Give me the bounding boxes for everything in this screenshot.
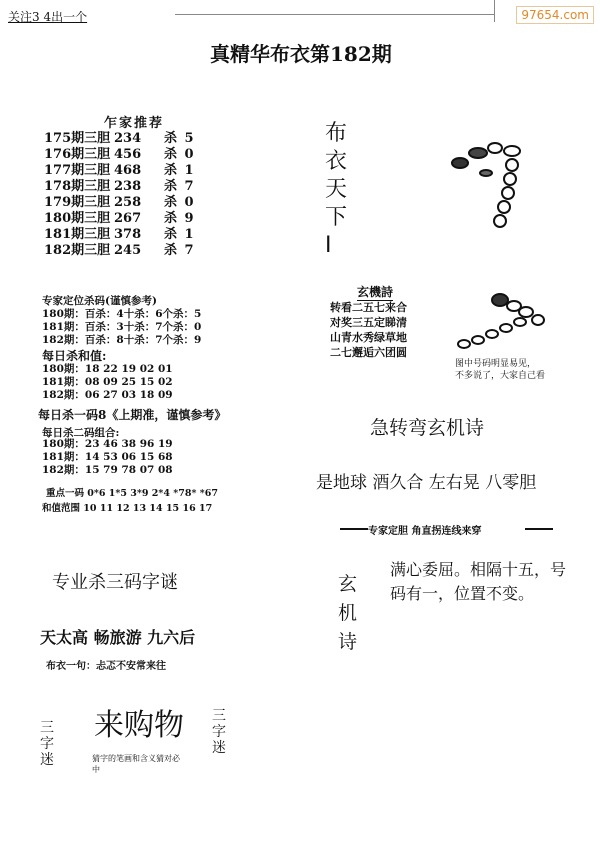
period-row: 175期三胆 234 杀 5 bbox=[44, 131, 194, 146]
riddle-text: 天太高 畅旅游 九六后 bbox=[40, 628, 196, 647]
bar-left-divider bbox=[340, 528, 368, 530]
sum-range-line: 和值范围 10 11 12 13 14 15 16 17 bbox=[42, 503, 213, 514]
bar-right-divider bbox=[525, 528, 553, 530]
riddle-word: 来购物 bbox=[94, 708, 184, 743]
expert-bar-text: 专家定胆 角直拐连线来穿 bbox=[368, 526, 482, 537]
period-list bbox=[44, 131, 194, 259]
period-row: 182期三胆 245 杀 7 bbox=[44, 243, 194, 258]
poem-line: 对奖三五定睇清 bbox=[330, 316, 407, 329]
single-kill-heading: 每日杀一码8《上期准，谨慎参考》 bbox=[38, 408, 227, 422]
key-number-line: 重点一码 0*6 1*5 3*9 2*4 *78* *67 bbox=[46, 488, 218, 499]
expert-kill-block bbox=[42, 295, 201, 347]
xuanji-vertical-title: 玄机诗 bbox=[338, 573, 358, 653]
watermark-link[interactable]: 97654.com bbox=[516, 6, 594, 24]
poem-lines bbox=[330, 300, 407, 360]
pair-kill-heading: 每日杀二码组合: bbox=[42, 427, 120, 439]
riddle-poem-title: 急转弯玄机诗 bbox=[370, 417, 485, 439]
daily-line: 181期：08 09 25 15 02 bbox=[42, 376, 173, 388]
buyi-sentence: 布衣一句：忐忑不安常来往 bbox=[46, 661, 166, 672]
daily-line: 180期：18 22 19 02 01 bbox=[42, 363, 173, 375]
pair-kill-block bbox=[42, 438, 173, 477]
period-row: 177期三胆 468 杀 1 bbox=[44, 163, 194, 178]
pair-line: 181期：14 53 06 15 68 bbox=[42, 451, 173, 463]
period-row: 179期三胆 258 杀 0 bbox=[44, 195, 194, 210]
riddle-left-label: 三字迷 bbox=[40, 720, 54, 768]
riddle-poem-answer: 是地球 酒久合 左右晃 八零胆 bbox=[316, 473, 537, 493]
main-title: 真精华布衣第182期 bbox=[210, 42, 392, 66]
coin-graphic bbox=[440, 133, 550, 243]
daily-sum-block bbox=[42, 350, 173, 402]
pair-line: 182期：15 79 78 07 08 bbox=[42, 464, 173, 476]
riddle-right-label: 三字迷 bbox=[212, 708, 226, 756]
poem-line: 山青水秀绿草地 bbox=[330, 331, 407, 344]
expert-line: 182期：百杀：8十杀：7个杀：9 bbox=[42, 334, 202, 346]
riddle-title: 专业杀三码字谜 bbox=[52, 572, 178, 593]
picture-caption: 图中号码明显易见， 不多说了，大家自己看 bbox=[455, 359, 546, 381]
poem-line: 转看二五七来合 bbox=[330, 301, 407, 314]
coin-chain-graphic bbox=[450, 290, 550, 350]
daily-line: 182期：06 27 03 18 09 bbox=[42, 389, 173, 401]
period-row: 181期三胆 378 杀 1 bbox=[44, 227, 194, 242]
period-row: 180期三胆 267 杀 9 bbox=[44, 211, 194, 226]
buyi-vertical-title: 布衣天下I bbox=[325, 121, 348, 258]
top-note: 关注3 4出一个 bbox=[8, 10, 88, 24]
poem-line: 二七邂逅六团圆 bbox=[330, 346, 407, 359]
daily-heading: 每日杀和值: bbox=[42, 349, 107, 363]
xuanji-text: 满心委屈。相隔十五，号码有一，位置不变。 bbox=[390, 560, 567, 603]
period-row: 176期三胆 456 杀 0 bbox=[44, 147, 194, 162]
expert-heading: 专家定位杀码(谨慎参考) bbox=[42, 295, 157, 307]
pair-line: 180期：23 46 38 96 19 bbox=[42, 438, 173, 450]
top-divider bbox=[175, 14, 495, 15]
left-heading: 乍家推荐 bbox=[104, 116, 165, 131]
period-row: 178期三胆 238 杀 7 bbox=[44, 179, 194, 194]
top-vertical-divider bbox=[494, 0, 495, 22]
expert-line: 180期：百杀：4十杀：6个杀：5 bbox=[42, 308, 202, 320]
expert-line: 181期：百杀：3十杀：7个杀：0 bbox=[42, 321, 202, 333]
poem-title: 玄機詩 bbox=[357, 285, 394, 299]
riddle-hint: 猜字的笔画和含义猜对必中 bbox=[92, 754, 180, 774]
